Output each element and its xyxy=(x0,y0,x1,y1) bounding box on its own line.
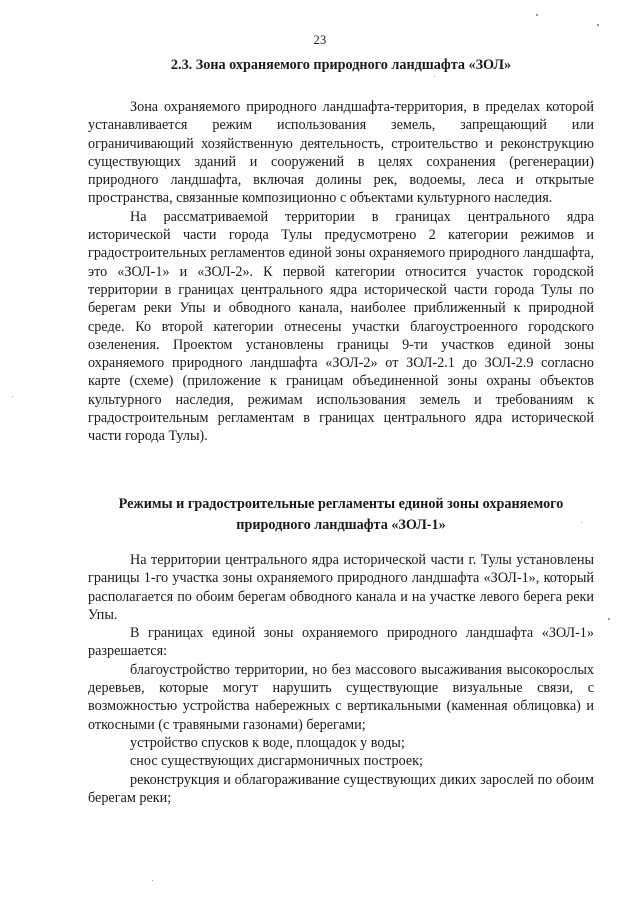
scan-speck xyxy=(608,618,610,620)
list-item-landscaping: благоустройство территории, но без массового высаживания высокорослых деревьев, которые могут нарушить существующие визуальные связи, с возможностью устройства набережных с вертикальными (каменная облицовка) и откосными (с травяными газонами) берегами; xyxy=(88,661,594,733)
section-body xyxy=(88,98,594,446)
scan-speck xyxy=(152,880,153,881)
subsection-heading xyxy=(88,494,594,536)
section-heading: 2.3. Зона охраняемого природного ландшафта «ЗОЛ» xyxy=(170,57,512,73)
scan-speck xyxy=(597,24,599,26)
scan-speck xyxy=(12,396,13,397)
scan-speck xyxy=(581,522,582,523)
list-item-demolition: снос существующих дисгармоничных построек; xyxy=(130,753,423,770)
paragraph-zone-definition: Зона охраняемого природного ландшафта-территория, в пределах которой устанавливается режим использования земель, запрещающий или ограничивающий хозяйственную деятельность, строительство и реконструкцию существующих зданий и сооружений в целях сохранения (регенерации) природного ландшафта, включая долины рек, водоемы, леса и открытые пространства, связанные композиционно с объектами культурного наследия. xyxy=(88,99,594,207)
page-number: 23 xyxy=(313,33,327,47)
paragraph-zone-categories: На рассматриваемой территории в границах центрального ядра исторической части города Тулы предусмотрено 2 категории режимов и градостроительных регламентов единой зоны охраняемого природного ландшафта, это «ЗОЛ-1» и «ЗОЛ-2». К первой категории относится участок городской территории в границах центрального ядра исторической части города Тулы по берегам реки Упы и обводного канала, наиболее приближенный к природной среде. Ко второй категории отнесены участки благоустроенного городского озеленения. Проектом установлены границы 9-ти участков единой зоны охраняемого природного ландшафта «ЗОЛ-2» от ЗОЛ-2.1 до ЗОЛ-2.9 согласно карте (схеме) (приложение к границам объединенной зоны охраны объектов культурного наследия, режимам использования земель и требованиям к градостроительным регламентам в границах центрального ядра исторической части города Тулы). xyxy=(88,208,594,445)
list-item-thicket-renewal: реконструкция и облагораживание существующих диких зарослей по обоим берегам реки; xyxy=(88,771,594,806)
paragraph-permitted-intro: В границах единой зоны охраняемого природного ландшафта «ЗОЛ-1» разрешается: xyxy=(88,625,594,660)
paragraph-zol1-boundaries: На территории центрального ядра исторической части г. Тулы установлены границы 1-го участка зоны охраняемого природного ландшафта «ЗОЛ-1», который располагается по обоим берегам обводного канала и на участке левого берега реки Упы. xyxy=(88,552,594,623)
scan-speck xyxy=(434,76,435,77)
scan-speck xyxy=(536,14,538,16)
list-item-water-descents: устройство спусков к воде, площадок у воды; xyxy=(130,734,405,751)
subsection-heading-line-2: природного ландшафта «ЗОЛ-1» xyxy=(236,517,446,533)
subsection-heading-line-1: Режимы и градостроительные регламенты единой зоны охраняемого xyxy=(118,496,564,512)
subsection-body xyxy=(88,551,594,807)
